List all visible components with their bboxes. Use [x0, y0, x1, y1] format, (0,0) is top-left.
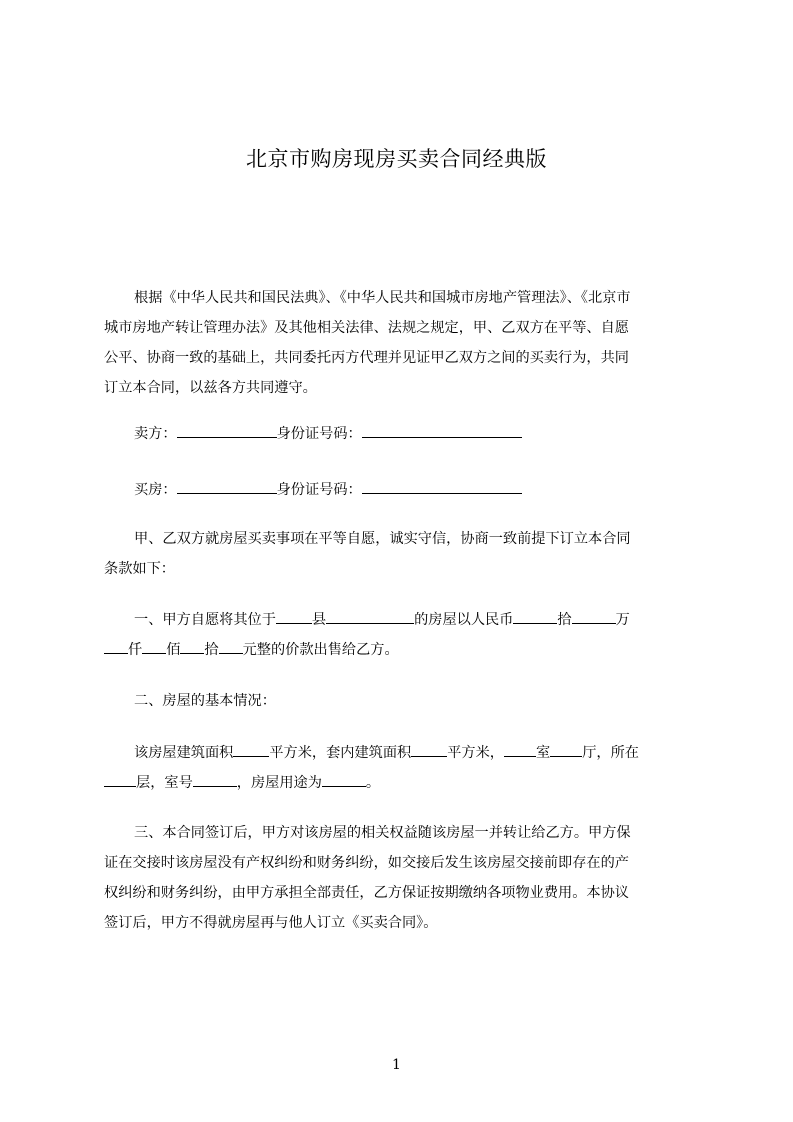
- buyer-label: 买房：: [134, 482, 177, 498]
- intro-paragraph: [104, 524, 700, 584]
- preamble-line: 订立本合同，以兹各方共同遵守。: [104, 380, 317, 396]
- details-text: 厅，所在: [582, 745, 639, 761]
- building-area-blank[interactable]: [233, 742, 269, 757]
- clause-1-text: 拾: [557, 612, 572, 628]
- house-details: [104, 738, 700, 798]
- address-blank[interactable]: [326, 609, 414, 624]
- clause-1-text: 佰: [166, 642, 181, 658]
- intro-line: 甲、乙双方就房屋买卖事项在平等自愿，诚实守信，协商一致前提下订立本合同: [134, 531, 631, 547]
- clause-1-text: 元整的价款出售给乙方。: [242, 642, 399, 658]
- price-yuan-blank[interactable]: [219, 639, 243, 654]
- price-shiwan-blank[interactable]: [513, 609, 557, 624]
- rooms-blank[interactable]: [504, 742, 536, 757]
- halls-blank[interactable]: [550, 742, 582, 757]
- clause-1-text: 的房屋以人民币: [414, 612, 514, 628]
- clause-3: [104, 818, 700, 938]
- buyer-name-blank[interactable]: [177, 479, 277, 494]
- clause-3-line: 证在交接时该房屋没有产权纠纷和财务纠纷，如交接后发生该房屋交接前即存在的产: [104, 855, 629, 871]
- preamble-line: 公平、协商一致的基础上，共同委托丙方代理并见证甲乙双方之间的买卖行为，共同: [104, 350, 629, 366]
- room-number-blank[interactable]: [193, 772, 237, 787]
- buyer-id-blank[interactable]: [362, 479, 522, 494]
- preamble-line: 根据《中华人民共和国民法典》、《中华人民共和国城市房地产管理法》、《北京市: [134, 290, 631, 306]
- clause-3-line: 权纠纷和财务纠纷，由甲方承担全部责任，乙方保证按期缴纳各项物业费用。本协议: [104, 885, 629, 901]
- seller-label: 卖方：: [134, 426, 177, 442]
- clause-3-line: 三、本合同签订后，甲方对该房屋的相关权益随该房屋一并转让给乙方。甲方保: [134, 825, 631, 841]
- clause-1-text: 万: [615, 612, 630, 628]
- clause-1-text: 一、甲方自愿将其位于: [134, 612, 276, 628]
- price-shi-blank[interactable]: [180, 639, 204, 654]
- details-text: 室: [535, 745, 551, 761]
- details-text: 该房屋建筑面积: [134, 745, 234, 761]
- clause-2-heading: 二、房屋的基本情况：: [134, 693, 276, 709]
- inner-area-blank[interactable]: [411, 742, 447, 757]
- clause-1-text: 拾: [204, 642, 219, 658]
- usage-blank[interactable]: [322, 772, 366, 787]
- details-text: 。: [365, 775, 381, 791]
- seller-name-blank[interactable]: [177, 423, 277, 438]
- clause-3-line: 签订后，甲方不得就房屋再与他人订立《买卖合同》。: [104, 915, 438, 931]
- floor-blank[interactable]: [104, 772, 136, 787]
- details-text: ，房屋用途为: [236, 775, 322, 791]
- details-text: 平方米，套内建筑面积: [269, 745, 412, 761]
- details-text: 平方米，: [447, 745, 504, 761]
- document-title: 北京市购房现房买卖合同经典版: [246, 147, 547, 171]
- clause-1-text: 仟: [128, 642, 143, 658]
- clause-1: [104, 605, 700, 665]
- seller-id-label: 身份证号码：: [276, 426, 362, 442]
- seller-id-blank[interactable]: [362, 423, 522, 438]
- buyer-id-label: 身份证号码：: [276, 482, 362, 498]
- buyer-line: [104, 475, 700, 505]
- clause-2: [104, 686, 700, 716]
- clause-1-text: 县: [311, 612, 327, 628]
- seller-line: [104, 419, 700, 449]
- price-qian-blank[interactable]: [104, 639, 128, 654]
- preamble-paragraph: [104, 283, 700, 403]
- intro-line: 条款如下：: [104, 561, 175, 577]
- price-bai-blank[interactable]: [142, 639, 166, 654]
- page-number: 1: [392, 1057, 401, 1073]
- preamble-line: 城市房地产转让管理办法》及其他相关法律、法规之规定，甲、乙双方在平等、自愿: [104, 320, 629, 336]
- price-wan-blank[interactable]: [572, 609, 616, 624]
- details-text: 层，室号: [136, 775, 193, 791]
- county-blank[interactable]: [276, 609, 312, 624]
